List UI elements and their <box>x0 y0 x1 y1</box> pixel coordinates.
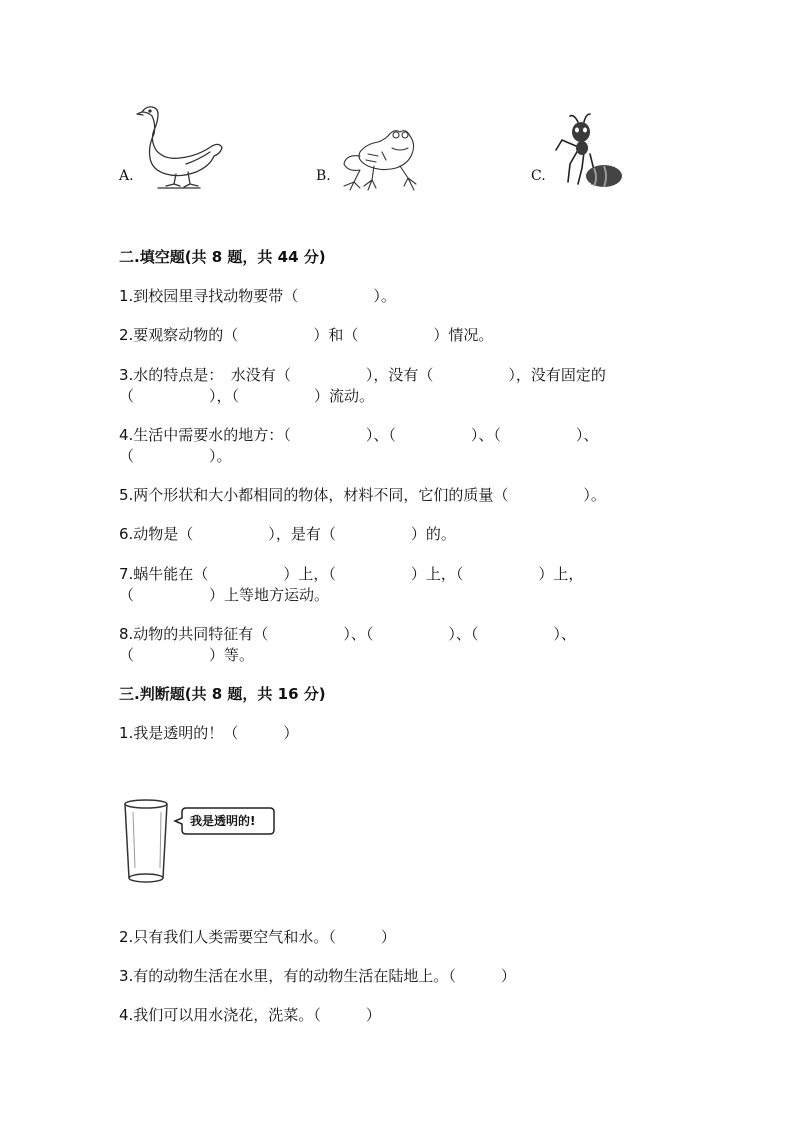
duck-image <box>136 100 228 192</box>
option-c-label: C. <box>531 168 546 184</box>
s2-question-2: 2.要观察动物的（ ）和（ ）情况。 <box>119 326 494 344</box>
s2-question-6: 6.动物是（ ），是有（ ）的。 <box>119 525 456 543</box>
option-a-label: A. <box>119 168 134 184</box>
s2-question-3-line1: 3.水的特点是： 水没有（ ），没有（ ），没有固定的 <box>119 366 606 384</box>
section3-title: 三.判断题(共 8 题，共 16 分) <box>119 685 326 703</box>
s2-question-7-line2: （ ）上等地方运动。 <box>119 586 330 604</box>
s2-question-7-line1: 7.蜗牛能在（ ）上，（ ）上，（ ）上， <box>119 565 584 583</box>
s2-question-4-line2: （ ）。 <box>119 447 232 465</box>
s2-question-5: 5.两个形状和大小都相同的物体，材料不同，它们的质量（ ）。 <box>119 486 606 504</box>
s2-question-4-line1: 4.生活中需要水的地方：（ ）、（ ）、（ ）、 <box>119 426 599 444</box>
s3-question-3: 3.有的动物生活在水里，有的动物生活在陆地上。（ ） <box>119 967 516 985</box>
s3-question-1: 1.我是透明的！（ ） <box>119 724 299 742</box>
glass-image <box>120 798 176 886</box>
s2-question-8-line2: （ ）等。 <box>119 646 255 664</box>
s2-question-3-line2: （ ），（ ）流动。 <box>119 387 375 405</box>
s2-question-8-line1: 8.动物的共同特征有（ ）、（ ）、（ ）、 <box>119 625 576 643</box>
section2-title: 二.填空题(共 8 题，共 44 分) <box>119 248 326 266</box>
frog-image <box>338 126 422 196</box>
option-b-label: B. <box>316 168 331 184</box>
s3-question-2: 2.只有我们人类需要空气和水。（ ） <box>119 928 396 946</box>
ant-image <box>548 110 628 196</box>
speech-bubble-text: 我是透明的! <box>190 814 256 828</box>
s2-question-1: 1.到校园里寻找动物要带（ ）。 <box>119 287 396 305</box>
s3-question-4: 4.我们可以用水浇花，洗菜。（ ） <box>119 1006 381 1024</box>
